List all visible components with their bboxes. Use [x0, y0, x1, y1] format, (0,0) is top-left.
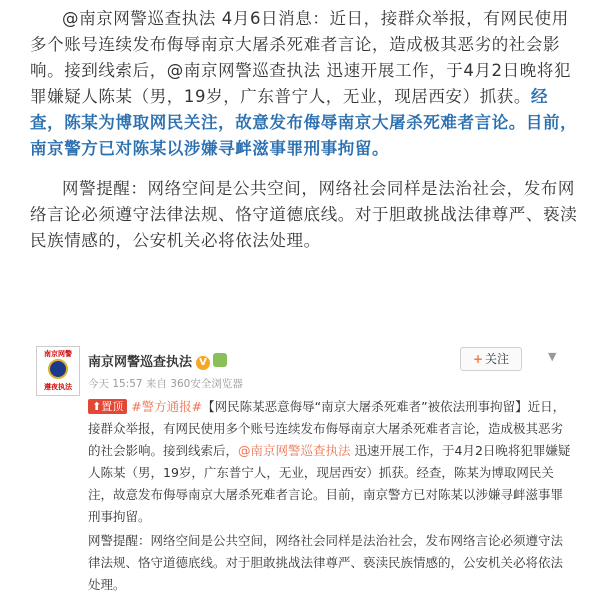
- article-highlight: 经查，陈某为博取网民关注，故意发布侮辱南京大屠杀死难者言论。目前，南京警方已对陈某以涉嫌寻衅滋事罪刑事拘留。: [30, 87, 578, 158]
- account-header: [88, 351, 227, 370]
- account-name[interactable]: 南京网警巡查执法: [88, 355, 193, 370]
- hashtag-link[interactable]: #警方通报#: [131, 399, 203, 414]
- avatar-text-top: 南京网警: [44, 350, 72, 358]
- pin-badge: ⬆置顶: [88, 399, 127, 414]
- follow-button[interactable]: [460, 347, 522, 371]
- article-body: [30, 6, 578, 254]
- post-body-b: 迅速开展工作，于4月2日晚将犯罪嫌疑人陈某（男，19岁，广东普宁人，无业，现居西安）抓获。经查，陈某为博取网民关注，故意发布侮辱南京大屠杀死难者言论。目前，南京警方已对陈某以涉嫌寻衅滋事罪刑事拘留。: [88, 443, 571, 524]
- v-badge-icon: V: [196, 356, 210, 370]
- member-icon: [213, 353, 227, 367]
- article-paragraph: [30, 6, 578, 162]
- post-title: 【网民陈某恶意侮辱“南京大屠杀死难者”被依法刑事拘留】: [202, 399, 528, 414]
- article-paragraph: 网警提醒：网络空间是公共空间，网络社会同样是法治社会，发布网络言论必须遵守法律法规、恪守道德底线。对于胆敢挑战法律尊严、亵渎民族情感的，公安机关必将依法处理。: [30, 179, 578, 250]
- avatar[interactable]: [36, 346, 80, 396]
- avatar-text-bottom: 遵夜执法: [44, 383, 72, 391]
- mention-link[interactable]: @南京网警巡查执法: [238, 443, 351, 458]
- post-meta: 今天 15:57 来自 360安全浏览器: [88, 378, 243, 390]
- weibo-post-card: [30, 340, 575, 612]
- post-text: [88, 396, 573, 596]
- article-text: @南京网警巡查执法 4月6日消息：近日，接群众举报，有网民使用多个账号连续发布侮辱南京大屠杀死难者言论，造成极其恶劣的社会影响。接到线索后，@南京网警巡查执法 迅速开展工作，于4月2日晚将犯罪嫌疑人陈某（男，19岁，广东普宁人，无业，现居西安）抓获。: [30, 9, 572, 106]
- chevron-down-icon[interactable]: ▼: [548, 350, 557, 363]
- police-badge-icon: [48, 359, 68, 379]
- plus-icon: +: [472, 352, 484, 366]
- post-paragraph: 网警提醒：网络空间是公共空间，网络社会同样是法治社会，发布网络言论必须遵守法律法规、恪守道德底线。对于胆敢挑战法律尊严、亵渎民族情感的，公安机关必将依法处理。: [88, 533, 564, 592]
- follow-label: 关注: [485, 352, 510, 366]
- pin-label: 置顶: [101, 400, 124, 413]
- post-paragraph: [88, 396, 573, 528]
- post-body-a: 近日，接群众举报，有网民使用多个账号连续发布侮辱南京大屠杀死难者言论，造成极其恶劣的社会影响。接到线索后，: [88, 399, 566, 458]
